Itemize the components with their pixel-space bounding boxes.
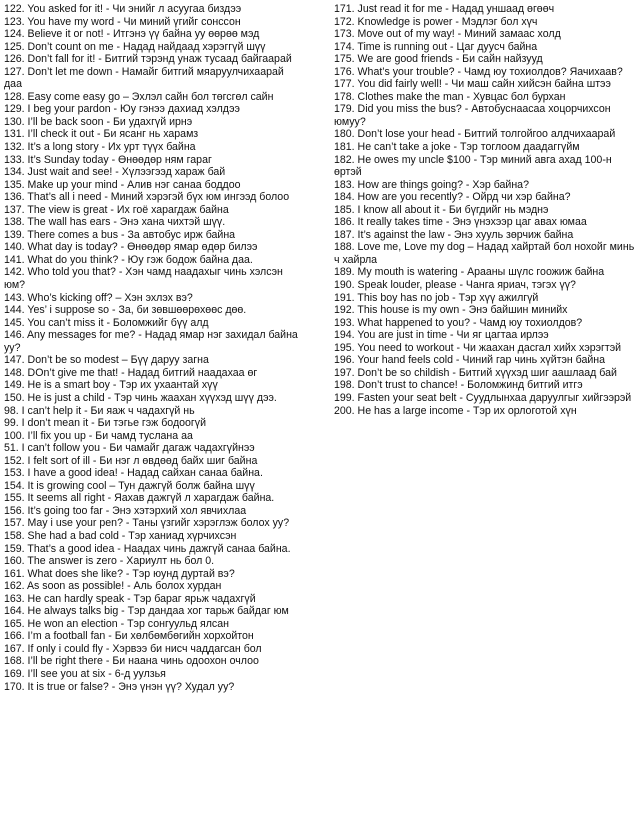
phrase-entry: 180. Don’t lose your head - Битгий толгойгоо алдчихаарай [334, 128, 616, 141]
phrase-entry: 198. Don’t trust to chance! - Боломжинд битгий итгэ [334, 379, 583, 392]
phrase-entry: 169. I’ll see you at six - 6-д уулзья [4, 667, 166, 680]
phrase-entry: 138. The wall has ears - Энэ хана чихтэй шүү. [4, 216, 226, 229]
phrase-entry: 148. DOn’t give me that! - Надад битгий наадахаа өг [4, 366, 258, 379]
phrase-entry: 142. Who told you that? - Хэн чамд наадахыг чинь хэлсэн юм? [4, 266, 283, 292]
phrase-entry: 172. Knowledge is power - Мэдлэг бол хүч [334, 15, 538, 28]
phrase-entry: 98. I can’t help it - Би яаж ч чадахгүй нь [4, 404, 195, 417]
phrase-entry: 144. Yes’ i suppose so - За, би зөвшөөрөхөөс дөө. [4, 304, 247, 317]
phrase-entry: 160. The answer is zero - Хариулт нь бол 0. [4, 555, 215, 568]
phrase-entry: 174. Time is running out - Цаг дууcч байна [334, 40, 538, 53]
phrase-entry: 175. We are good friends - Би сайн найзууд [334, 53, 543, 66]
phrase-entry: 177. You did fairly well! - Чи маш сайн хийсэн байна штээ [334, 78, 611, 91]
phrase-entry: 139. There comes a bus - За автобус ирж байна [4, 228, 236, 241]
phrase-entry: 173. Move out of my way! - Миний замаас холд [334, 28, 561, 41]
phrase-entry: 127. Don’t let me down - Намайг битгий мяаруулчихаарай даа [4, 65, 284, 91]
phrase-entry: 195. You need to workout - Чи жаахан дасгал хийх хэрэгтэй [334, 341, 622, 354]
phrase-entry: 199. Fasten your seat belt - Суудлынхаа даруулгыг хийгээрэй [334, 391, 632, 404]
phrase-entry: 163. He can hardly speak - Тэр бараг ярьж чадахгүй [4, 592, 256, 605]
phrase-entry: 130. I’ll be back soon - Би удахгүй ирнэ [4, 115, 193, 128]
phrase-entry: 131. I’ll check it out - Би ясанг нь харамз [4, 128, 199, 141]
phrase-entry: 182. He owes my uncle $100 - Тэр миний авга ахад 100-н өртэй [334, 153, 612, 179]
phrase-entry: 154. It is growing cool – Тун дажгүй болж байна шүү [4, 479, 255, 492]
phrase-entry: 200. He has a large income - Тэр их орлоготой хүн [334, 404, 577, 417]
phrase-entry: 193. What happened to you? - Чамд юу тохиолдов? [334, 316, 583, 329]
phrase-entry: 184. How are you recently? - Ойрд чи хэр байна? [334, 191, 571, 204]
phrase-entry: 135. Make up your mind - Алив нэг санаа боддоо [4, 178, 241, 191]
phrase-entry: 170. It is true or false? - Энэ үнэн үү? Худал уу? [4, 680, 235, 693]
phrase-entry: 168. I’ll be right there - Би наана чинь одоохон очлоо [4, 655, 259, 668]
phrase-entry: 141. What do you think? - Юу гэж бодож байна даа. [4, 253, 253, 266]
phrase-entry: 132. It’s a long story - Их урт түүх байна [4, 141, 196, 154]
phrase-entry: 146. Any messages for me? - Надад ямар нэг захидал байна уу? [4, 329, 298, 354]
phrase-entry: 171. Just read it for me - Надад уншаад өгөөч [334, 3, 555, 15]
phrase-entry: 152. I felt sort of ill - Би нэг л өвдөөд байх шиг байна [4, 454, 258, 467]
phrase-entry: 137. The view is great - Их гоё харагдаж байна [4, 203, 229, 216]
phrase-entry: 122. You asked for it! - Чи энийг л асуугаа биздээ [4, 3, 242, 15]
phrase-entry: 162. As soon as possible! - Аль болох хурдан [4, 580, 222, 593]
phrase-entry: 165. He won an election - Тэр сонгуульд ялсан [4, 617, 229, 630]
phrase-entry: 187. It’s against the law - Энэ хууль зөрчиж байна [334, 228, 574, 241]
phrase-entry: 134. Just wait and see! - Хүлээгээд хараж бай [4, 166, 226, 179]
phrase-entry: 125. Don’t count on me - Надад найдаад хэрэггүй шүү [4, 40, 266, 53]
phrase-entry: 99. I don’t mean it - Би тэгье гэж бодоогүй [4, 417, 206, 430]
phrase-entry: 136. That’s all i need - Миний хэрэгэй бүх юм ингээд болоо [4, 191, 290, 204]
phrase-entry: 186. It really takes time - Энэ үнэхээр цаг авах юмаа [334, 216, 587, 229]
phrase-entry: 129. I beg your pardon - Юу гэнээ дахиад хэлдээ [4, 103, 240, 116]
phrase-entry: 183. How are things going? - Хэр байна? [334, 178, 529, 191]
phrase-entry: 133. It’s Sunday today - Өнөөдөр ням гараг [4, 153, 212, 166]
phrase-entry: 126. Don’t fall for it! - Битгий тэрэнд унаж тусаад байгаарай [4, 53, 292, 66]
phrase-entry: 181. He can’t take a joke - Тэр тоглоом даадаггүйм [334, 141, 580, 154]
phrase-entry: 100. I’ll fix you up - Би чамд туслана аа [4, 429, 193, 442]
phrase-entry: 179. Did you miss the bus? - Автобуснаасаа хоцорчихсон юмуу? [334, 103, 611, 128]
phrase-entry: 153. I have a good idea! - Надад сайхан санаа байна. [4, 467, 263, 480]
phrase-entry: 185. I know all about it - Би бүгдийг нь мэднэ [334, 203, 549, 216]
phrase-entry: 197. Don’t be so childish - Битгий хүүхэд шиг аашлаад бай [334, 366, 617, 379]
phrase-entry: 178. Clothes make the man - Хувцас бол бурхан [334, 90, 566, 103]
phrase-entry: 145. You can’t miss it - Боломжийг бүү алд [4, 316, 209, 329]
phrase-entry: 156. It’s going too far - Энэ хэтэрхий хол явчихлаа [4, 504, 247, 517]
phrase-entry: 159. That’s a good idea - Наадах чинь дажгүй санаа байна. [4, 542, 291, 555]
phrase-entry: 167. If only i could fly - Хэрвээ би нисч чаддагсан бол [4, 642, 262, 655]
phrase-entry: 157. May i use your pen? - Таны үзгийг хэрэглэж болох уу? [4, 517, 290, 530]
left-column [4, 3, 304, 693]
phrase-entry: 51. I can’t follow you - Би чамайг дагаж чадахгүйнээ [4, 442, 255, 455]
phrase-entry: 158. She had a bad cold - Тэр ханиад хүрчихсэн [4, 529, 237, 542]
phrase-entry: 166. I’m a football fan - Би хөлбөмбөгийн хорхойтон [4, 630, 254, 643]
phrase-entry: 161. What does she like? - Тэр юунд дуртай вэ? [4, 567, 235, 580]
phrase-entry: 190. Speak louder, please - Чанга яриач, тэгэх үү? [334, 279, 576, 292]
phrase-entry: 147. Don’t be so modest – Бүү даруу загна [4, 354, 209, 367]
phrase-entry: 143. Who’s kicking off? – Хэн эхлэх вэ? [4, 291, 193, 304]
phrase-entry: 191. This boy has no job - Тэр хүү ажилгүй [334, 291, 539, 304]
phrase-entry: 194. You are just in time - Чи яг цагтаа ирлээ [334, 329, 549, 342]
phrase-entry: 164. He always talks big - Тэр дандаа хог тарьж байдаг юм [4, 605, 289, 618]
right-column [334, 3, 635, 417]
phrase-entry: 189. My mouth is watering - Арааны шүлс гоожиж байна [334, 266, 605, 279]
phrase-entry: 124. Believe it or not! - Итгэнэ үү байна уу өөрөө мэд [4, 28, 260, 41]
phrase-entry: 149. He is a smart boy - Тэр их ухаантай хүү [4, 379, 218, 392]
phrase-entry: 192. This house is my own - Энэ байшин минийх [334, 304, 568, 317]
phrase-entry: 123. You have my word - Чи миний үгийг сонссон [4, 15, 241, 28]
phrase-entry: 196. Your hand feels cold - Чиний гар чинь хүйтэн байна [334, 354, 606, 367]
phrase-entry: 155. It seems all right - Яахав дажгүй л харагдаж байна. [4, 492, 275, 505]
phrase-entry: 128. Easy come easy go – Эхлэл сайн бол төгсгөл сайн [4, 90, 274, 103]
phrase-entry: 176. What’s your trouble? - Чамд юу тохиолдов? Яачихаав? [334, 65, 623, 78]
phrase-entry: 150. He is just a child - Тэр чинь жаахан хүүхэд шүү дээ. [4, 391, 277, 404]
phrase-entry: 140. What day is today? - Өнөөдөр ямар өдөр билээ [4, 241, 258, 254]
phrase-entry: 188. Love me, Love my dog – Надад хайртай бол нохойг минь ч хайрла [334, 241, 635, 266]
